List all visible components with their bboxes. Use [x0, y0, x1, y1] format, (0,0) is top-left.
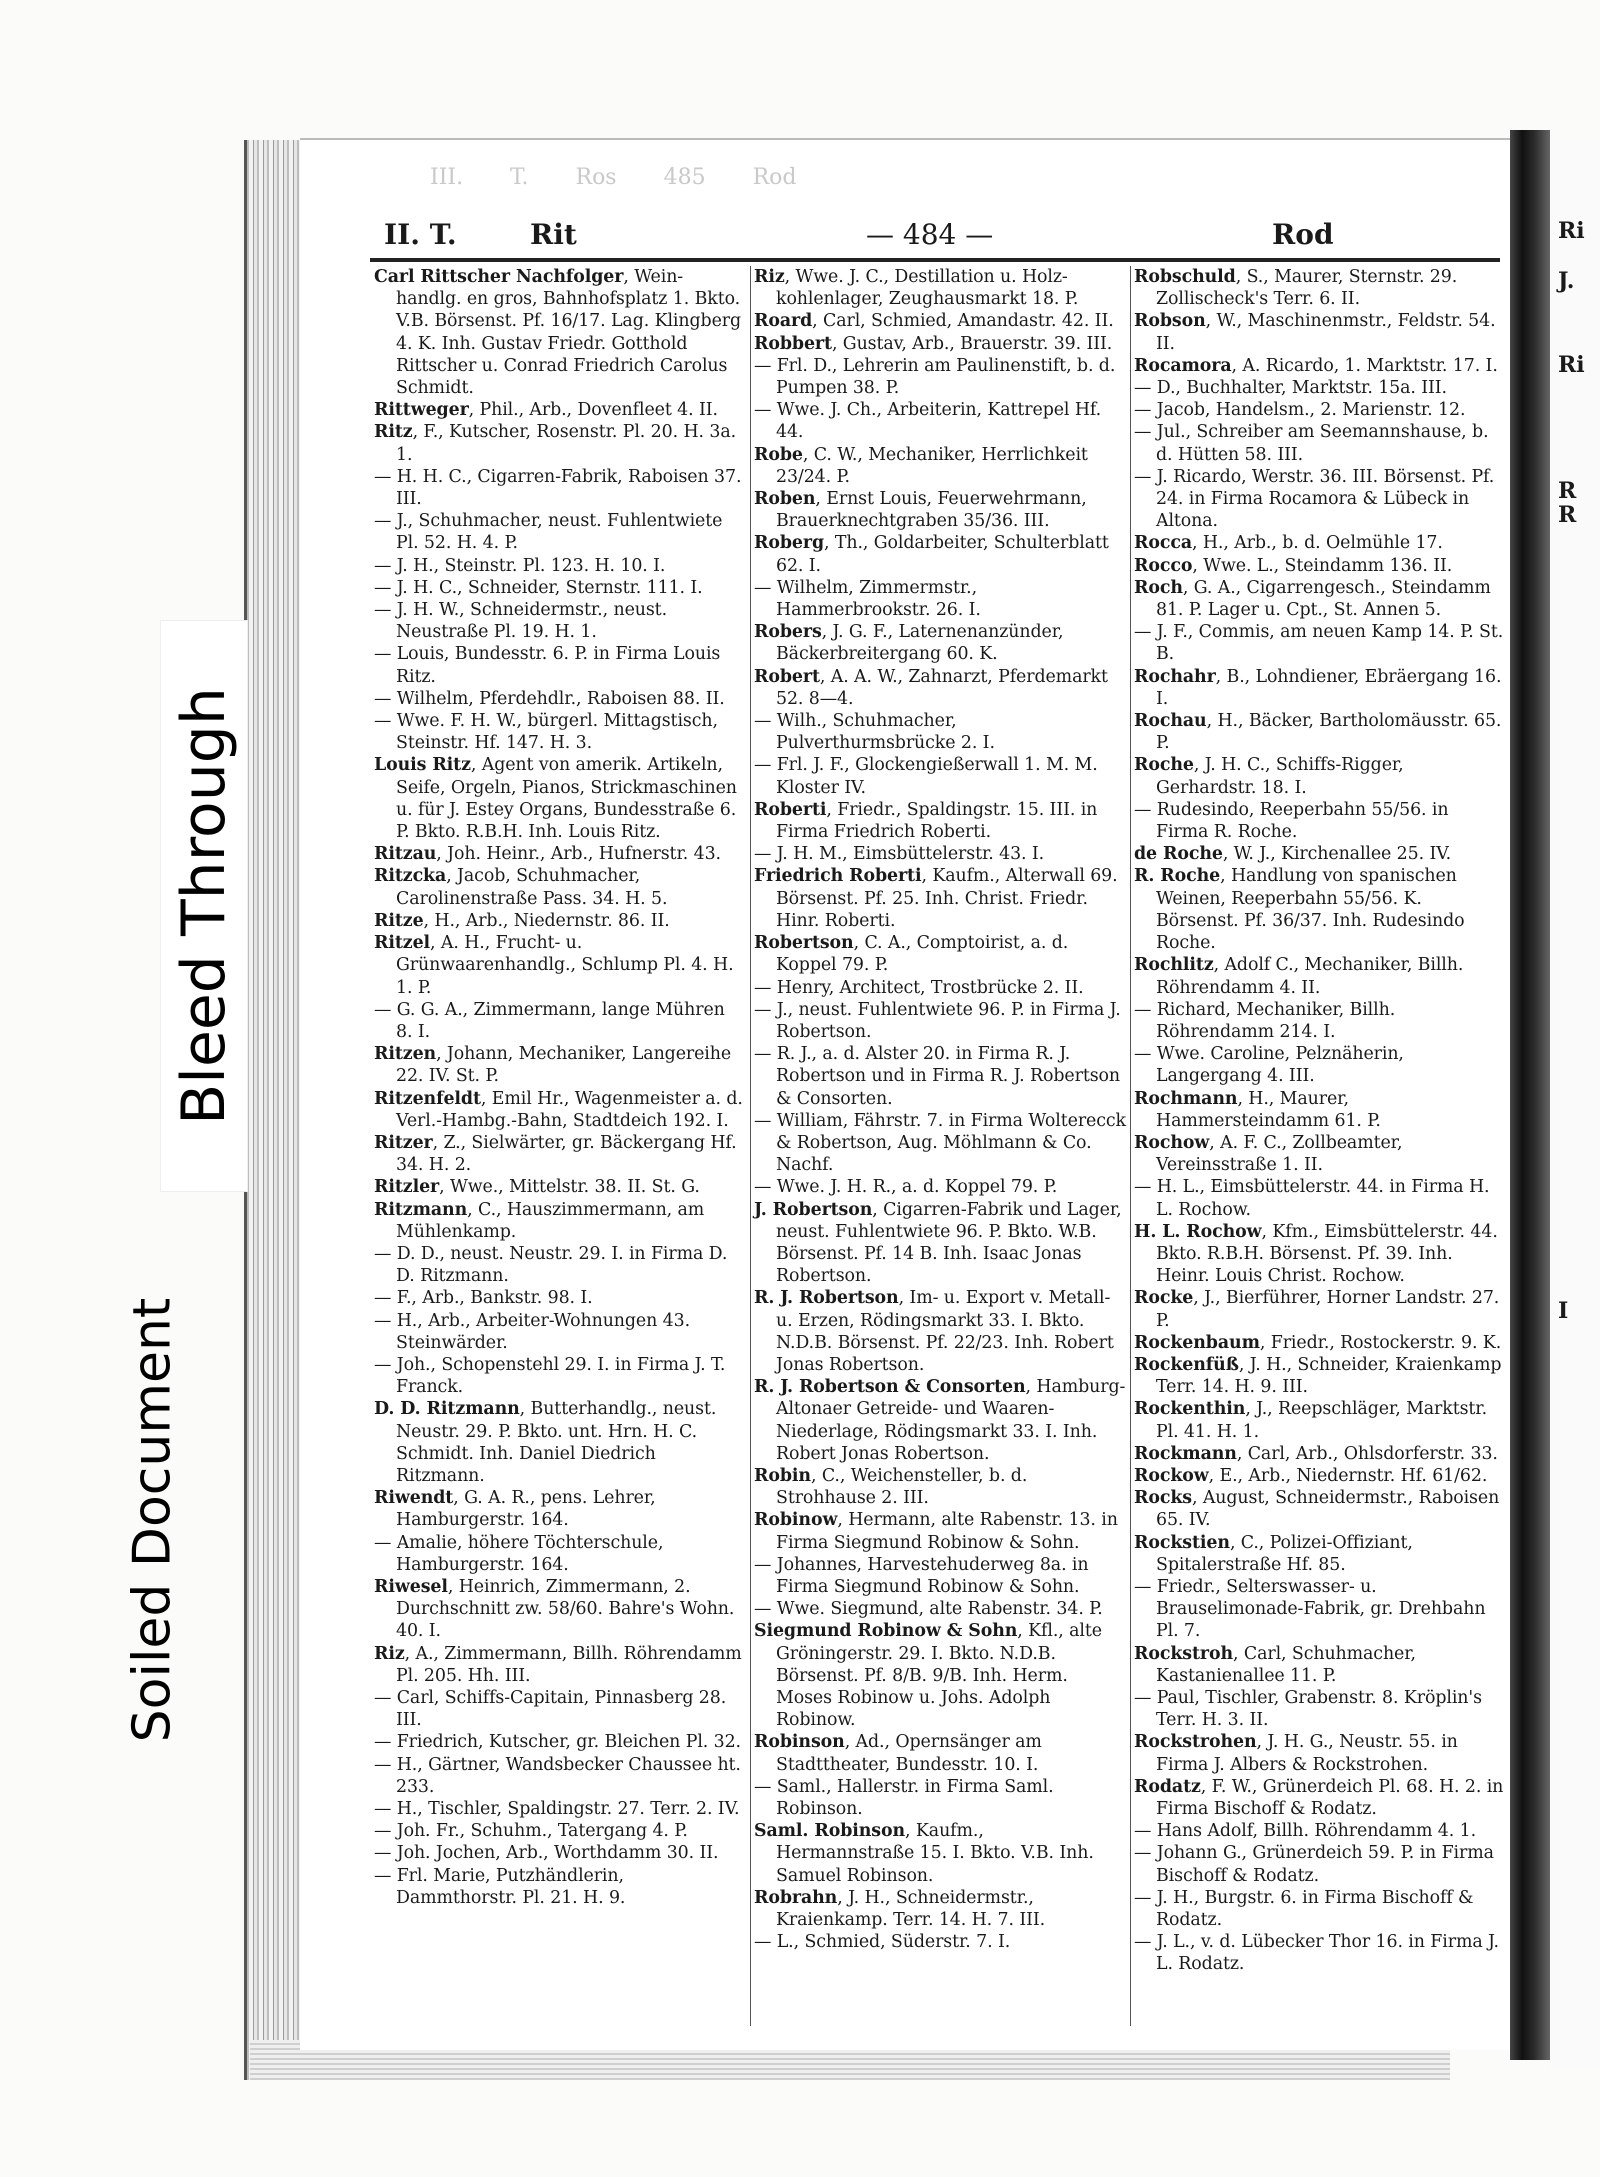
- directory-entry: J. Robertson, Cigarren-Fabrik und Lager, neust. Fuhlentwiete 96. P. Bkto. W.B. Börsenst. Pf. 14 B. Inh. Isaac Jonas Robertson.: [754, 1199, 1122, 1287]
- directory-entry: — Johannes, Harvestehuderweg 8a. in Firma Siegmund Robinow & Sohn.: [754, 1554, 1089, 1597]
- directory-entry: Robin, C., Weichensteller, b. d. Strohhause 2. III.: [754, 1465, 1028, 1509]
- directory-entry: Saml. Robinson, Kaufm., Hermannstraße 15. I. Bkto. V.B. Inh. Samuel Robinson.: [754, 1821, 1094, 1886]
- directory-entry: — Wilhelm, Zimmermstr., Hammerbrookstr. 26. I.: [754, 577, 981, 621]
- directory-entry: Rochahr, B., Lohndiener, Ebräergang 16. I.: [1134, 666, 1502, 709]
- directory-entry: — Friedrich, Kutscher, gr. Bleichen Pl. 32.: [374, 1732, 741, 1753]
- directory-entry: — Joh. Jochen, Arb., Worthdamm 30. II.: [374, 1843, 719, 1864]
- directory-entry: Rodatz, F. W., Grünerdeich Pl. 68. H. 2. in Firma Bischoff & Rodatz.: [1134, 1776, 1504, 1820]
- next-page-glyph: I: [1558, 1298, 1569, 1324]
- directory-entry: Carl Rittscher Nachfolger, Wein-handlg. en gros, Bahnhofsplatz 1. Bkto. V.B. Börsenst. Pf. 16/17. Lag. Klingberg 4. K. Inh. Gustav Friedr. Gotthold Rittscher u. Conrad Friedrich Carolus Schmidt.: [374, 267, 741, 399]
- next-page-glyph: Ri: [1558, 352, 1585, 378]
- book-gutter-shadow: [1510, 130, 1550, 2060]
- directory-entry: Robinson, Ad., Opernsänger am Stadttheater, Bundesstr. 10. I.: [754, 1732, 1042, 1775]
- directory-entry: Robson, W., Maschinenmstr., Feldstr. 54. II.: [1134, 311, 1496, 354]
- directory-entry: — H., Gärtner, Wandsbecker Chaussee ht. 233.: [374, 1754, 741, 1797]
- directory-entry: Ritzel, A. H., Frucht- u. Grünwaarenhandlg., Schlump Pl. 4. H. 1. P.: [374, 933, 734, 998]
- directory-entry: — Frl. Marie, Putzhändlerin, Dammthorstr. Pl. 21. H. 9.: [374, 1865, 626, 1908]
- column-1: [374, 266, 746, 1909]
- directory-entry: — Hans Adolf, Billh. Röhrendamm 4. 1.: [1134, 1821, 1477, 1842]
- directory-entry: Rocke, J., Bierführer, Horner Landstr. 27. P.: [1134, 1288, 1500, 1331]
- directory-entry: — Frl. D., Lehrerin am Paulinenstift, b. d. Pumpen 38. P.: [754, 355, 1116, 399]
- directory-entry: Robbert, Gustav, Arb., Brauerstr. 39. III.: [754, 333, 1113, 354]
- directory-entry: Ritzmann, C., Hauszimmermann, am Mühlenkamp.: [374, 1199, 705, 1242]
- directory-entry: — J. H., Steinstr. Pl. 123. H. 10. I.: [374, 555, 666, 576]
- directory-entry: Ritz, F., Kutscher, Rosenstr. Pl. 20. H. 3a. 1.: [374, 422, 737, 465]
- directory-entry: de Roche, W. J., Kirchenallee 25. IV.: [1134, 844, 1452, 865]
- header-left-word: Rit: [530, 218, 577, 251]
- directory-entry: — Saml., Hallerstr. in Firma Saml. Robinson.: [754, 1776, 1054, 1820]
- header-rule: [370, 258, 1500, 262]
- bleed-through-ghost-header: III. T. Ros 485 Rod: [430, 165, 797, 190]
- directory-entry: Rockenfüß, J. H., Schneider, Kraienkamp Terr. 14. H. 9. III.: [1134, 1354, 1502, 1398]
- directory-entry: — Carl, Schiffs-Capitain, Pinnasberg 28. III.: [374, 1688, 727, 1731]
- directory-entry: — Rudesindo, Reeperbahn 55/56. in Firma R. Roche.: [1134, 799, 1449, 843]
- header-left: II. T.: [384, 218, 457, 251]
- directory-entry: — Joh., Schopenstehl 29. I. in Firma J. T. Franck.: [374, 1354, 726, 1398]
- directory-entry: R. J. Robertson, Im- u. Export v. Metall- u. Erzen, Rödingsmarkt 33. I. Bkto. N.D.B. Börsenst. Pf. 22/23. Inh. Robert Jonas Robertson.: [754, 1288, 1114, 1375]
- directory-entry: Louis Ritz, Agent von amerik. Artikeln, Seife, Orgeln, Pianos, Strickmaschinen u. für J. Estey Organs, Bundesstraße 6. P. Bkto. R.B.H. Inh. Louis Ritz.: [374, 755, 737, 843]
- directory-entry: Roberg, Th., Goldarbeiter, Schulterblatt 62. I.: [754, 533, 1109, 576]
- directory-entry: Robschuld, S., Maurer, Sternstr. 29. Zollischeck's Terr. 6. II.: [1134, 267, 1458, 310]
- column-3: [1134, 266, 1506, 1976]
- directory-entry: — H., Arb., Arbeiter-Wohnungen 43. Steinwärder.: [374, 1310, 691, 1353]
- column-2: [754, 266, 1126, 1953]
- directory-entry: — J. H. M., Eimsbüttelerstr. 43. I.: [754, 844, 1045, 865]
- directory-entry: Robertson, C. A., Comptoirist, a. d. Koppel 79. P.: [754, 933, 1069, 976]
- directory-entry: — J. H. W., Schneidermstr., neust. Neustraße Pl. 19. H. 1.: [374, 600, 668, 643]
- column-divider: [750, 266, 751, 2026]
- directory-entry: — J. H. C., Schneider, Sternstr. 111. I.: [374, 577, 703, 598]
- directory-entry: — Jacob, Handelsm., 2. Marienstr. 12.: [1134, 400, 1466, 421]
- directory-entry: — H. L., Eimsbüttelerstr. 44. in Firma H. L. Rochow.: [1134, 1177, 1490, 1220]
- soiled-document-label: Soiled Document: [122, 1297, 183, 1743]
- directory-entry: Ritzcka, Jacob, Schuhmacher, Carolinenstraße Pass. 34. H. 5.: [374, 866, 668, 909]
- directory-entry: — Amalie, höhere Töchterschule, Hamburgerstr. 164.: [374, 1532, 664, 1575]
- directory-entry: Rockow, E., Arb., Niedernstr. Hf. 61/62.: [1134, 1465, 1488, 1486]
- directory-entry: Roben, Ernst Louis, Feuerwehrmann, Brauerknechtgraben 35/36. III.: [754, 489, 1087, 532]
- directory-entry: Rockenbaum, Friedr., Rostockerstr. 9. K.: [1134, 1332, 1502, 1353]
- directory-entry: — Paul, Tischler, Grabenstr. 8. Kröplin's Terr. H. 3. II.: [1134, 1688, 1482, 1731]
- directory-entry: — J. H., Burgstr. 6. in Firma Bischoff & Rodatz.: [1134, 1887, 1474, 1931]
- directory-entry: Ritze, H., Arb., Niedernstr. 86. II.: [374, 910, 670, 931]
- directory-entry: — Wwe. J. Ch., Arbeiterin, Kattrepel Hf. 44.: [754, 400, 1102, 443]
- directory-entry: — William, Fährstr. 7. in Firma Wolterecck & Robertson, Aug. Möhlmann & Co. Nachf.: [754, 1110, 1126, 1176]
- directory-entry: Robe, C. W., Mechaniker, Herrlichkeit 23/24. P.: [754, 444, 1088, 487]
- directory-entry: Robers, J. G. F., Laternenanzünder, Bäckerbreitergang 60. K.: [754, 622, 1064, 665]
- directory-entry: Riwesel, Heinrich, Zimmermann, 2. Durchschnitt zw. 58/60. Bahre's Wohn. 40. I.: [374, 1576, 735, 1642]
- directory-entry: — Henry, Architect, Trostbrücke 2. II.: [754, 977, 1084, 998]
- directory-entry: — Friedr., Selterswasser- u. Brauselimonade-Fabrik, gr. Drehbahn Pl. 7.: [1134, 1576, 1486, 1642]
- directory-entry: Robrahn, J. H., Schneidermstr., Kraienkamp. Terr. 14. H. 7. III.: [754, 1887, 1046, 1931]
- directory-entry: Riz, Wwe. J. C., Destillation u. Holz-kohlenlager, Zeughausmarkt 18. P.: [754, 267, 1079, 310]
- directory-entry: — J., neust. Fuhlentwiete 96. P. in Firma J. Robertson.: [754, 999, 1121, 1042]
- page-number: — 484 —: [866, 218, 994, 251]
- directory-entry: Rochlitz, Adolf C., Mechaniker, Billh. Röhrendamm 4. II.: [1134, 955, 1464, 998]
- directory-entry: Rocamora, A. Ricardo, 1. Marktstr. 17. I.: [1134, 355, 1498, 376]
- directory-entry: — J. L., v. d. Lübecker Thor 16. in Firma J. L. Rodatz.: [1134, 1932, 1499, 1975]
- directory-entry: — H. H. C., Cigarren-Fabrik, Raboisen 37. III.: [374, 466, 742, 510]
- directory-entry: Ritzler, Wwe., Mittelstr. 38. II. St. G.: [374, 1177, 700, 1198]
- directory-entry: — G. G. A., Zimmermann, lange Mühren 8. I.: [374, 999, 725, 1042]
- directory-entry: Ritzenfeldt, Emil Hr., Wagenmeister a. d. Verl.-Hambg.-Bahn, Stadtdeich 192. I.: [374, 1088, 743, 1131]
- directory-entry: — J. F., Commis, am neuen Kamp 14. P. St. B.: [1134, 622, 1504, 665]
- directory-entry: Rockenthin, J., Reepschläger, Marktstr. Pl. 41. H. 1.: [1134, 1399, 1488, 1442]
- next-page-strip: [1550, 140, 1600, 2070]
- directory-entry: Roberti, Friedr., Spaldingstr. 15. III. in Firma Friedrich Roberti.: [754, 799, 1098, 843]
- directory-entry: Robinow, Hermann, alte Rabenstr. 13. in Firma Siegmund Robinow & Sohn.: [754, 1510, 1118, 1553]
- book-page-stack-left: [244, 140, 305, 2080]
- directory-entry: Rochow, A. F. C., Zollbeamter, Vereinsstraße 1. II.: [1134, 1132, 1403, 1176]
- directory-entry: — D., Buchhalter, Marktstr. 15a. III.: [1134, 378, 1447, 399]
- directory-entry: — Wwe. Caroline, Pelznäherin, Langergang 4. III.: [1134, 1044, 1404, 1087]
- directory-entry: — Johann G., Grünerdeich 59. P. in Firma Bischoff & Rodatz.: [1134, 1843, 1494, 1886]
- next-page-glyph: R: [1558, 502, 1577, 528]
- header-right-word: Rod: [1272, 218, 1334, 251]
- directory-entry: — Wwe. F. H. W., bürgerl. Mittagstisch, Steinstr. Hf. 147. H. 3.: [374, 711, 718, 754]
- directory-entry: Ritzer, Z., Sielwärter, gr. Bäckergang Hf. 34. H. 2.: [374, 1132, 737, 1176]
- directory-entry: — Louis, Bundesstr. 6. P. in Firma Louis Ritz.: [374, 644, 721, 687]
- column-divider: [1130, 266, 1131, 2026]
- directory-entry: Riwendt, G. A. R., pens. Lehrer, Hamburgerstr. 164.: [374, 1488, 656, 1531]
- directory-entry: Rocco, Wwe. L., Steindamm 136. II.: [1134, 555, 1453, 576]
- directory-entry: Rockstien, C., Polizei-Offiziant, Spitalerstraße Hf. 85.: [1134, 1532, 1413, 1575]
- directory-entry: Roch, G. A., Cigarrengesch., Steindamm 81. P. Lager u. Cpt., St. Annen 5.: [1134, 577, 1491, 621]
- directory-entry: Friedrich Roberti, Kaufm., Alterwall 69. Börsenst. Pf. 25. Inh. Christ. Friedr. Hinr. Roberti.: [754, 866, 1118, 931]
- directory-entry: — Joh. Fr., Schuhm., Tatergang 4. P.: [374, 1821, 688, 1842]
- directory-entry: Ritzau, Joh. Heinr., Arb., Hufnerstr. 43.: [374, 844, 721, 865]
- directory-entry: — L., Schmied, Süderstr. 7. I.: [754, 1932, 1011, 1953]
- directory-entry: — J. Ricardo, Werstr. 36. III. Börsenst. Pf. 24. in Firma Rocamora & Lübeck in Altona.: [1134, 466, 1495, 532]
- directory-entry: — Wwe. J. H. R., a. d. Koppel 79. P.: [754, 1177, 1058, 1198]
- directory-entry: Rockstrohen, J. H. G., Neustr. 55. in Firma J. Albers & Rockstrohen.: [1134, 1732, 1458, 1775]
- directory-entry: Roche, J. H. C., Schiffs-Rigger, Gerhardstr. 18. I.: [1134, 755, 1404, 798]
- directory-entry: — Richard, Mechaniker, Billh. Röhrendamm 214. I.: [1134, 999, 1396, 1042]
- directory-entry: Siegmund Robinow & Sohn, Kfl., alte Gröningerstr. 29. I. Bkto. N.D.B. Börsenst. Pf. 8/B. 9/B. Inh. Herm. Moses Robinow u. Johs. Adolph Robinow.: [754, 1621, 1102, 1731]
- next-page-glyph: Ri: [1558, 218, 1585, 244]
- directory-entry: Robert, A. A. W., Zahnarzt, Pferdemarkt 52. 8—4.: [754, 666, 1108, 709]
- directory-entry: Rockmann, Carl, Arb., Ohlsdorferstr. 33.: [1134, 1443, 1498, 1464]
- directory-entry: D. D. Ritzmann, Butterhandlg., neust. Neustr. 29. P. Bkto. unt. Hrn. H. C. Schmidt. Inh. Daniel Diedrich Ritzmann.: [374, 1399, 717, 1486]
- directory-entry: R. J. Robertson & Consorten, Hamburg-Altonaer Getreide- und Waaren-Niederlage, Rödingsmarkt 33. I. Inh. Robert Jonas Robertson.: [754, 1377, 1126, 1464]
- bleed-through-label: Bleed Through: [160, 620, 248, 1192]
- next-page-glyph: R: [1558, 478, 1577, 504]
- directory-entry: — D. D., neust. Neustr. 29. I. in Firma D. D. Ritzmann.: [374, 1243, 728, 1287]
- directory-entry: Ritzen, Johann, Mechaniker, Langereihe 22. IV. St. P.: [374, 1044, 732, 1087]
- directory-entry: — Wilhelm, Pferdehdlr., Raboisen 88. II.: [374, 688, 725, 709]
- directory-entry: — Wwe. Siegmund, alte Rabenstr. 34. P.: [754, 1599, 1103, 1620]
- directory-entry: — F., Arb., Bankstr. 98. I.: [374, 1288, 593, 1309]
- directory-entry: — Frl. J. F., Glockengießerwall 1. M. M. Kloster IV.: [754, 755, 1098, 798]
- directory-entry: Riz, A., Zimmermann, Billh. Röhrendamm Pl. 205. Hh. III.: [374, 1643, 742, 1686]
- directory-entry: Rittweger, Phil., Arb., Dovenfleet 4. II.: [374, 400, 718, 421]
- directory-entry: Roard, Carl, Schmied, Amandastr. 42. II.: [754, 311, 1114, 332]
- directory-entry: — Jul., Schreiber am Seemannshause, b. d. Hütten 58. III.: [1134, 422, 1489, 465]
- directory-entry: — H., Tischler, Spaldingstr. 27. Terr. 2. IV.: [374, 1799, 740, 1820]
- next-page-glyph: J.: [1558, 268, 1575, 294]
- directory-entry: Rockstroh, Carl, Schuhmacher, Kastanienallee 11. P.: [1134, 1643, 1416, 1686]
- directory-entry: Rocks, August, Schneidermstr., Raboisen 65. IV.: [1134, 1488, 1500, 1531]
- directory-entry: R. Roche, Handlung von spanischen Weinen, Reeperbahn 55/56. K. Börsenst. Pf. 36/37. Inh. Rudesindo Roche.: [1134, 866, 1465, 954]
- directory-entry: — Wilh., Schuhmacher, Pulverthurmsbrücke 2. I.: [754, 711, 995, 754]
- directory-entry: — J., Schuhmacher, neust. Fuhlentwiete Pl. 52. H. 4. P.: [374, 511, 723, 554]
- directory-entry: H. L. Rochow, Kfm., Eimsbüttelerstr. 44. Bkto. R.B.H. Börsenst. Pf. 39. Inh. Heinr. Louis Christ. Rochow.: [1134, 1221, 1498, 1287]
- directory-entry: Rochau, H., Bäcker, Bartholomäusstr. 65. P.: [1134, 711, 1502, 754]
- directory-entry: Rochmann, H., Maurer, Hammersteindamm 61. P.: [1134, 1088, 1381, 1131]
- directory-entry: Rocca, H., Arb., b. d. Oelmühle 17.: [1134, 533, 1443, 554]
- directory-entry: — R. J., a. d. Alster 20. in Firma R. J. Robertson und in Firma R. J. Robertson & Consorten.: [754, 1044, 1121, 1109]
